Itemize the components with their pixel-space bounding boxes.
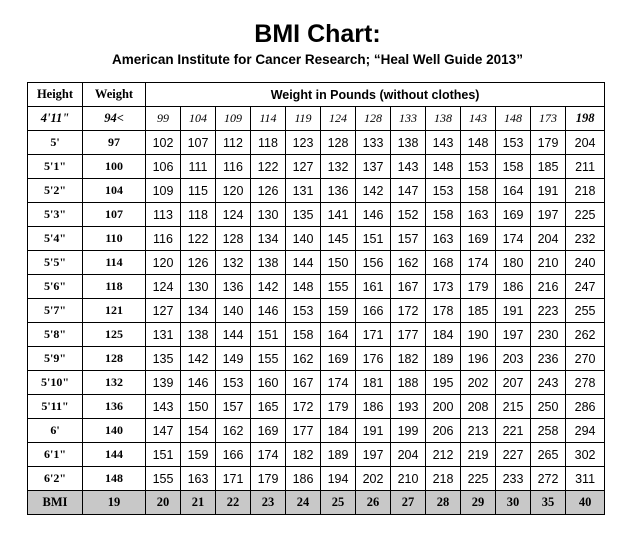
- weight-value-cell: 185: [531, 155, 566, 179]
- weight-value-cell: 243: [531, 371, 566, 395]
- bmi-value-cell: 25: [321, 491, 356, 515]
- weight-value-cell: 167: [391, 275, 426, 299]
- weight-value-cell: 174: [251, 443, 286, 467]
- bmi-value-cell: 26: [356, 491, 391, 515]
- weight-value-cell: 199: [391, 419, 426, 443]
- weight-value-cell: 218: [566, 179, 605, 203]
- weight-cell: 144: [83, 443, 146, 467]
- weight-value-cell: 164: [496, 179, 531, 203]
- weight-value-cell: 186: [356, 395, 391, 419]
- weight-value-cell: 197: [531, 203, 566, 227]
- weight-value-cell: 134: [251, 227, 286, 251]
- weight-value-cell: 191: [356, 419, 391, 443]
- weight-value-cell: 153: [461, 155, 496, 179]
- weight-value-cell: 204: [391, 443, 426, 467]
- weight-value-cell: 247: [566, 275, 605, 299]
- weight-value-cell: 139: [146, 371, 181, 395]
- weight-value-cell: 162: [216, 419, 251, 443]
- weight-value-cell: 250: [531, 395, 566, 419]
- weight-value-cell: 153: [426, 179, 461, 203]
- weight-value-cell: 137: [356, 155, 391, 179]
- weight-value-cell: 153: [286, 299, 321, 323]
- table-row: [28, 299, 605, 323]
- weight-value-cell: 133: [356, 131, 391, 155]
- weight-value-cell: 134: [181, 299, 216, 323]
- weight-cell: 114: [83, 251, 146, 275]
- weight-value-cell: 216: [531, 275, 566, 299]
- weight-cell: 104: [83, 179, 146, 203]
- table-row: [28, 395, 605, 419]
- weight-value-cell: 189: [426, 347, 461, 371]
- weight-value-cell: 265: [531, 443, 566, 467]
- weight-value-cell: 127: [146, 299, 181, 323]
- bmi-value-cell: 35: [531, 491, 566, 515]
- weight-cell: 100: [83, 155, 146, 179]
- weight-value-cell: 135: [286, 203, 321, 227]
- bmi-value-cell: 24: [286, 491, 321, 515]
- weight-value-cell: 136: [216, 275, 251, 299]
- weight-value-cell: 142: [251, 275, 286, 299]
- weight-value-cell: 219: [461, 443, 496, 467]
- weight-value-cell: 184: [321, 419, 356, 443]
- weight-value-cell: 146: [251, 299, 286, 323]
- weight-value-cell: 118: [181, 203, 216, 227]
- weight-value-cell: 213: [461, 419, 496, 443]
- weight-value-cell: 104: [181, 107, 216, 131]
- weight-value-cell: 158: [286, 323, 321, 347]
- weight-value-cell: 236: [531, 347, 566, 371]
- weight-value-cell: 148: [426, 155, 461, 179]
- weight-value-cell: 138: [426, 107, 461, 131]
- weight-value-cell: 162: [391, 251, 426, 275]
- weight-value-cell: 200: [426, 395, 461, 419]
- weight-value-cell: 181: [356, 371, 391, 395]
- weight-value-cell: 193: [391, 395, 426, 419]
- bmi-value-cell: 20: [146, 491, 181, 515]
- weight-value-cell: 142: [356, 179, 391, 203]
- weight-value-cell: 158: [461, 179, 496, 203]
- weight-value-cell: 196: [461, 347, 496, 371]
- weight-value-cell: 126: [251, 179, 286, 203]
- weight-value-cell: 204: [566, 131, 605, 155]
- weight-value-cell: 191: [531, 179, 566, 203]
- weight-value-cell: 166: [356, 299, 391, 323]
- weight-cell: 128: [83, 347, 146, 371]
- weight-value-cell: 165: [251, 395, 286, 419]
- bmi-value-cell: 30: [496, 491, 531, 515]
- weight-value-cell: 132: [321, 155, 356, 179]
- weight-cell: 148: [83, 467, 146, 491]
- weight-value-cell: 118: [251, 131, 286, 155]
- weight-cell: 125: [83, 323, 146, 347]
- table-row: [28, 179, 605, 203]
- weight-value-cell: 130: [181, 275, 216, 299]
- weight-value-cell: 153: [216, 371, 251, 395]
- bmi-value-cell: 22: [216, 491, 251, 515]
- table-row: [28, 323, 605, 347]
- weight-value-cell: 218: [426, 467, 461, 491]
- weight-value-cell: 122: [181, 227, 216, 251]
- weight-value-cell: 207: [496, 371, 531, 395]
- weight-value-cell: 227: [496, 443, 531, 467]
- weight-value-cell: 184: [426, 323, 461, 347]
- weight-value-cell: 147: [391, 179, 426, 203]
- bmi-value-cell: 21: [181, 491, 216, 515]
- weight-value-cell: 202: [461, 371, 496, 395]
- weight-value-cell: 286: [566, 395, 605, 419]
- weight-value-cell: 127: [286, 155, 321, 179]
- weight-value-cell: 124: [146, 275, 181, 299]
- bmi-value-cell: 27: [391, 491, 426, 515]
- height-cell: 5'7": [28, 299, 83, 323]
- weight-value-cell: 152: [391, 203, 426, 227]
- weight-value-cell: 107: [181, 131, 216, 155]
- weight-value-cell: 164: [321, 323, 356, 347]
- weight-value-cell: 270: [566, 347, 605, 371]
- weight-value-cell: 120: [216, 179, 251, 203]
- weight-value-cell: 151: [251, 323, 286, 347]
- weight-cell: 140: [83, 419, 146, 443]
- weight-value-cell: 131: [286, 179, 321, 203]
- weight-value-cell: 156: [356, 251, 391, 275]
- weight-value-cell: 172: [391, 299, 426, 323]
- height-cell: 6': [28, 419, 83, 443]
- weight-value-cell: 155: [251, 347, 286, 371]
- table-row: [28, 227, 605, 251]
- weight-value-cell: 114: [251, 107, 286, 131]
- weight-value-cell: 151: [146, 443, 181, 467]
- weight-value-cell: 146: [181, 371, 216, 395]
- weight-value-cell: 116: [216, 155, 251, 179]
- weight-cell: 107: [83, 203, 146, 227]
- weight-value-cell: 221: [496, 419, 531, 443]
- weight-pounds-header: Weight in Pounds (without clothes): [146, 83, 605, 107]
- weight-value-cell: 155: [321, 275, 356, 299]
- height-cell: 5'9": [28, 347, 83, 371]
- bmi-table: [27, 82, 605, 515]
- weight-value-cell: 190: [461, 323, 496, 347]
- weight-value-cell: 144: [216, 323, 251, 347]
- weight-value-cell: 311: [566, 467, 605, 491]
- header-row: [28, 83, 605, 107]
- weight-value-cell: 140: [286, 227, 321, 251]
- weight-value-cell: 109: [146, 179, 181, 203]
- weight-value-cell: 158: [426, 203, 461, 227]
- weight-value-cell: 294: [566, 419, 605, 443]
- weight-value-cell: 208: [461, 395, 496, 419]
- weight-value-cell: 163: [181, 467, 216, 491]
- height-cell: 5'4": [28, 227, 83, 251]
- weight-value-cell: 153: [496, 131, 531, 155]
- weight-value-cell: 182: [286, 443, 321, 467]
- weight-value-cell: 143: [461, 107, 496, 131]
- weight-header: Weight: [83, 83, 146, 107]
- weight-value-cell: 138: [251, 251, 286, 275]
- height-cell: 5'11": [28, 395, 83, 419]
- weight-value-cell: 179: [321, 395, 356, 419]
- weight-value-cell: 262: [566, 323, 605, 347]
- weight-value-cell: 204: [531, 227, 566, 251]
- weight-value-cell: 116: [146, 227, 181, 251]
- table-row: [28, 275, 605, 299]
- weight-value-cell: 136: [321, 179, 356, 203]
- weight-value-cell: 146: [356, 203, 391, 227]
- weight-value-cell: 132: [216, 251, 251, 275]
- height-cell: 5'3": [28, 203, 83, 227]
- weight-value-cell: 106: [146, 155, 181, 179]
- weight-value-cell: 115: [181, 179, 216, 203]
- table-row: [28, 443, 605, 467]
- weight-value-cell: 149: [216, 347, 251, 371]
- weight-value-cell: 186: [286, 467, 321, 491]
- weight-value-cell: 182: [391, 347, 426, 371]
- weight-value-cell: 230: [531, 323, 566, 347]
- weight-value-cell: 210: [531, 251, 566, 275]
- weight-value-cell: 160: [251, 371, 286, 395]
- weight-value-cell: 197: [356, 443, 391, 467]
- weight-value-cell: 128: [356, 107, 391, 131]
- weight-value-cell: 159: [181, 443, 216, 467]
- height-cell: 6'1": [28, 443, 83, 467]
- weight-value-cell: 163: [461, 203, 496, 227]
- table-row: [28, 371, 605, 395]
- weight-value-cell: 225: [461, 467, 496, 491]
- weight-value-cell: 157: [391, 227, 426, 251]
- weight-value-cell: 159: [321, 299, 356, 323]
- table-row: [28, 131, 605, 155]
- weight-value-cell: 185: [461, 299, 496, 323]
- weight-value-cell: 151: [356, 227, 391, 251]
- weight-value-cell: 135: [146, 347, 181, 371]
- weight-value-cell: 102: [146, 131, 181, 155]
- weight-value-cell: 172: [286, 395, 321, 419]
- weight-value-cell: 189: [321, 443, 356, 467]
- table-row: [28, 203, 605, 227]
- weight-value-cell: 195: [426, 371, 461, 395]
- weight-value-cell: 174: [321, 371, 356, 395]
- weight-value-cell: 126: [181, 251, 216, 275]
- weight-value-cell: 140: [216, 299, 251, 323]
- height-cell: 6'2": [28, 467, 83, 491]
- weight-value-cell: 130: [251, 203, 286, 227]
- weight-value-cell: 109: [216, 107, 251, 131]
- weight-value-cell: 141: [321, 203, 356, 227]
- table-row: [28, 467, 605, 491]
- weight-value-cell: 211: [566, 155, 605, 179]
- weight-value-cell: 197: [496, 323, 531, 347]
- weight-value-cell: 191: [496, 299, 531, 323]
- weight-value-cell: 203: [496, 347, 531, 371]
- weight-value-cell: 255: [566, 299, 605, 323]
- weight-value-cell: 142: [181, 347, 216, 371]
- weight-value-cell: 148: [286, 275, 321, 299]
- weight-value-cell: 171: [216, 467, 251, 491]
- weight-value-cell: 168: [426, 251, 461, 275]
- weight-cell: 97: [83, 131, 146, 155]
- weight-value-cell: 119: [286, 107, 321, 131]
- table-row: [28, 251, 605, 275]
- weight-value-cell: 177: [391, 323, 426, 347]
- bmi-value-cell: 40: [566, 491, 605, 515]
- weight-value-cell: 111: [181, 155, 216, 179]
- weight-value-cell: 128: [216, 227, 251, 251]
- bmi-value-cell: 19: [83, 491, 146, 515]
- weight-value-cell: 302: [566, 443, 605, 467]
- height-cell: 5'2": [28, 179, 83, 203]
- weight-value-cell: 169: [321, 347, 356, 371]
- weight-value-cell: 179: [461, 275, 496, 299]
- weight-value-cell: 186: [496, 275, 531, 299]
- weight-value-cell: 174: [461, 251, 496, 275]
- height-cell: 5'5": [28, 251, 83, 275]
- weight-value-cell: 232: [566, 227, 605, 251]
- weight-value-cell: 138: [181, 323, 216, 347]
- weight-value-cell: 188: [391, 371, 426, 395]
- height-header: Height: [28, 83, 83, 107]
- weight-value-cell: 133: [391, 107, 426, 131]
- weight-value-cell: 179: [251, 467, 286, 491]
- weight-value-cell: 173: [531, 107, 566, 131]
- height-cell: 5'1": [28, 155, 83, 179]
- weight-cell: 136: [83, 395, 146, 419]
- height-cell: 5'6": [28, 275, 83, 299]
- weight-value-cell: 177: [286, 419, 321, 443]
- bmi-row: [28, 491, 605, 515]
- weight-value-cell: 157: [216, 395, 251, 419]
- weight-cell: 94<: [83, 107, 146, 131]
- weight-value-cell: 223: [531, 299, 566, 323]
- weight-cell: 110: [83, 227, 146, 251]
- weight-value-cell: 150: [321, 251, 356, 275]
- weight-value-cell: 148: [461, 131, 496, 155]
- top-row: [28, 107, 605, 131]
- weight-value-cell: 212: [426, 443, 461, 467]
- weight-value-cell: 143: [146, 395, 181, 419]
- weight-value-cell: 124: [216, 203, 251, 227]
- weight-value-cell: 215: [496, 395, 531, 419]
- weight-value-cell: 128: [321, 131, 356, 155]
- weight-value-cell: 206: [426, 419, 461, 443]
- weight-value-cell: 272: [531, 467, 566, 491]
- weight-value-cell: 169: [251, 419, 286, 443]
- weight-value-cell: 198: [566, 107, 605, 131]
- weight-value-cell: 167: [286, 371, 321, 395]
- weight-value-cell: 180: [496, 251, 531, 275]
- weight-value-cell: 163: [426, 227, 461, 251]
- weight-value-cell: 202: [356, 467, 391, 491]
- weight-cell: 132: [83, 371, 146, 395]
- weight-value-cell: 161: [356, 275, 391, 299]
- weight-value-cell: 179: [531, 131, 566, 155]
- weight-value-cell: 112: [216, 131, 251, 155]
- bmi-label: BMI: [28, 491, 83, 515]
- weight-value-cell: 148: [496, 107, 531, 131]
- weight-value-cell: 143: [391, 155, 426, 179]
- weight-value-cell: 120: [146, 251, 181, 275]
- weight-value-cell: 113: [146, 203, 181, 227]
- weight-value-cell: 233: [496, 467, 531, 491]
- weight-value-cell: 194: [321, 467, 356, 491]
- weight-value-cell: 162: [286, 347, 321, 371]
- weight-value-cell: 173: [426, 275, 461, 299]
- table-row: [28, 419, 605, 443]
- weight-value-cell: 225: [566, 203, 605, 227]
- table-row: [28, 347, 605, 371]
- weight-value-cell: 278: [566, 371, 605, 395]
- page-subtitle: American Institute for Cancer Research; “Heal Well Guide 2013”: [112, 52, 523, 67]
- weight-value-cell: 154: [181, 419, 216, 443]
- table-row: [28, 155, 605, 179]
- bmi-value-cell: 28: [426, 491, 461, 515]
- bmi-value-cell: 29: [461, 491, 496, 515]
- weight-value-cell: 143: [426, 131, 461, 155]
- weight-value-cell: 138: [391, 131, 426, 155]
- height-cell: 5'10": [28, 371, 83, 395]
- height-cell: 5'8": [28, 323, 83, 347]
- weight-value-cell: 144: [286, 251, 321, 275]
- weight-value-cell: 166: [216, 443, 251, 467]
- weight-value-cell: 145: [321, 227, 356, 251]
- weight-value-cell: 147: [146, 419, 181, 443]
- weight-value-cell: 155: [146, 467, 181, 491]
- page-title: BMI Chart:: [254, 20, 381, 48]
- weight-value-cell: 131: [146, 323, 181, 347]
- weight-value-cell: 258: [531, 419, 566, 443]
- height-cell: 5': [28, 131, 83, 155]
- height-cell: 4'11": [28, 107, 83, 131]
- weight-value-cell: 99: [146, 107, 181, 131]
- weight-value-cell: 158: [496, 155, 531, 179]
- weight-value-cell: 171: [356, 323, 391, 347]
- weight-value-cell: 174: [496, 227, 531, 251]
- weight-cell: 121: [83, 299, 146, 323]
- weight-value-cell: 178: [426, 299, 461, 323]
- weight-value-cell: 210: [391, 467, 426, 491]
- bmi-value-cell: 23: [251, 491, 286, 515]
- weight-value-cell: 122: [251, 155, 286, 179]
- weight-value-cell: 150: [181, 395, 216, 419]
- weight-value-cell: 169: [461, 227, 496, 251]
- weight-value-cell: 123: [286, 131, 321, 155]
- weight-value-cell: 169: [496, 203, 531, 227]
- weight-value-cell: 124: [321, 107, 356, 131]
- weight-value-cell: 240: [566, 251, 605, 275]
- weight-cell: 118: [83, 275, 146, 299]
- weight-value-cell: 176: [356, 347, 391, 371]
